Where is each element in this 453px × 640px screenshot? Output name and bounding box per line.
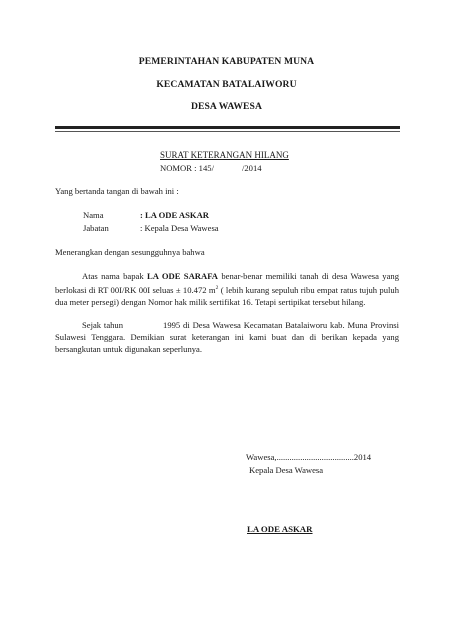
signer-title: Kepala Desa Wawesa <box>249 465 324 475</box>
para1-part2: benar-benar memiliki tanah di desa Wawesa yang berlokasi di RT 00I/RK 00I seluas ± 10.472 m <box>55 271 399 296</box>
para1-part3: ( lebih kurang sepuluh ribu empat ratus tujuh puluh dua meter persegi) dengan Nomor hak milik sertifikat 16. Tetapi sertipikat tersebut hilang. <box>55 285 399 308</box>
header-district: KECAMATAN BATALAIWORU <box>156 79 297 90</box>
area-superscript: 2 <box>215 285 219 292</box>
header-divider-thick <box>55 126 400 129</box>
header-divider-thin <box>55 131 400 132</box>
opening-text: Yang bertanda tangan di bawah ini : <box>55 186 179 196</box>
letter-title: SURAT KETERANGAN HILANG <box>160 150 289 160</box>
header-government: PEMERINTAHAN KABUPATEN MUNA <box>138 56 315 67</box>
owner-name: LA ODE SARAFA <box>146 271 219 281</box>
para2-start: Sejak tahun <box>82 320 124 330</box>
header-village: DESA WAWESA <box>190 101 263 112</box>
signer-position-label: Jabatan <box>83 223 109 233</box>
signer-name-label: Nama <box>83 210 104 220</box>
paragraph-ownership <box>55 270 399 308</box>
place-date: Wawesa,....................................2014 <box>246 452 372 462</box>
signer-signature-name: LA ODE ASKAR <box>247 524 313 534</box>
letter-number-label: NOMOR : 145/ <box>160 163 214 173</box>
letter-number-year: /2014 <box>241 163 262 173</box>
signer-position-value: : Kepala Desa Wawesa <box>140 223 219 233</box>
statement-text: Menerangkan dengan sesungguhnya bahwa <box>55 247 205 257</box>
signer-name-value: : LA ODE ASKAR <box>140 210 210 220</box>
paragraph-closing <box>55 319 399 356</box>
para2-rest: 1995 di Desa Wawesa Kecamatan Batalaiworu kab. Muna Provinsi Sulawesi Tenggara. Demikian surat keterangan ini kami buat dan di berikan kepada yang bersangkutan untuk digunakan seperlunya. <box>55 320 399 355</box>
letter-number <box>160 163 262 173</box>
para1-part1: Atas nama bapak <box>82 271 147 281</box>
